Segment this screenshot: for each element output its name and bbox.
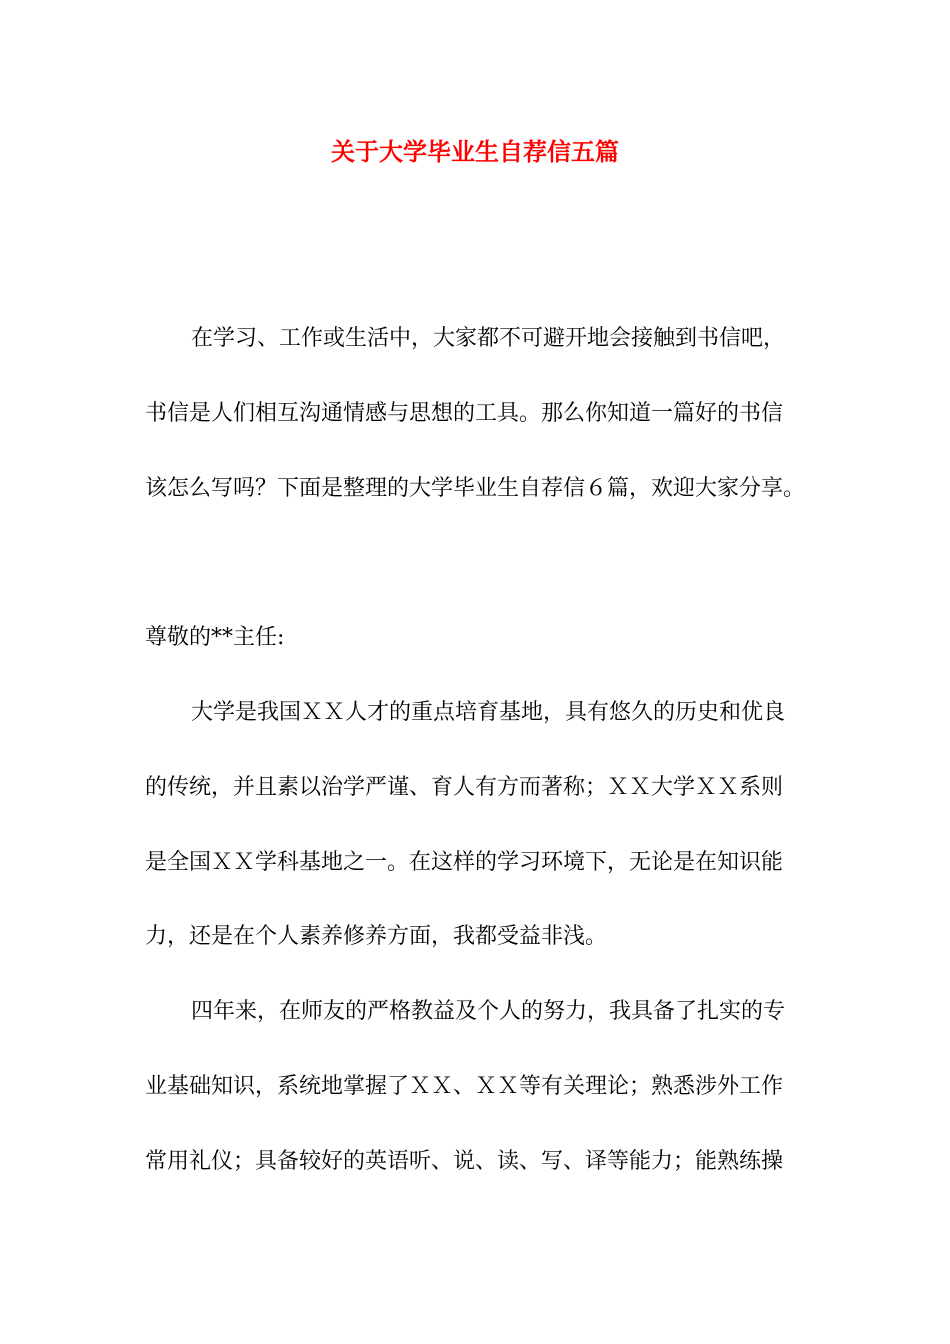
paragraph-line: 大学是我国ＸＸ人才的重点培育基地，具有悠久的历史和优良 [191,700,786,725]
salutation: 尊敬的**主任: [145,625,285,650]
paragraph-line: 业基础知识，系统地掌握了ＸＸ、ＸＸ等有关理论；熟悉涉外工作 [145,1074,784,1099]
paragraph-line: 该怎么写吗？下面是整理的大学毕业生自荐信６篇，欢迎大家分享。 [145,476,806,501]
paragraph-line: 在学习、工作或生活中，大家都不可避开地会接触到书信吧， [191,326,786,351]
paragraph-line: 力，还是在个人素养修养方面，我都受益非浅。 [145,924,608,949]
paragraph-line: 四年来，在师友的严格教益及个人的努力，我具备了扎实的专 [191,999,786,1024]
paragraph-line: 书信是人们相互沟通情感与思想的工具。那么你知道一篇好的书信 [145,401,784,426]
paragraph-line: 是全国ＸＸ学科基地之一。在这样的学习环境下，无论是在知识能 [145,850,784,875]
paragraph-line: 的传统，并且素以治学严谨、育人有方而著称；ＸＸ大学ＸＸ系则 [145,775,784,800]
document-title: 关于大学毕业生自荐信五篇 [331,137,619,166]
paragraph-line: 常用礼仪；具备较好的英语听、说、读、写、译等能力；能熟练操 [145,1149,784,1174]
